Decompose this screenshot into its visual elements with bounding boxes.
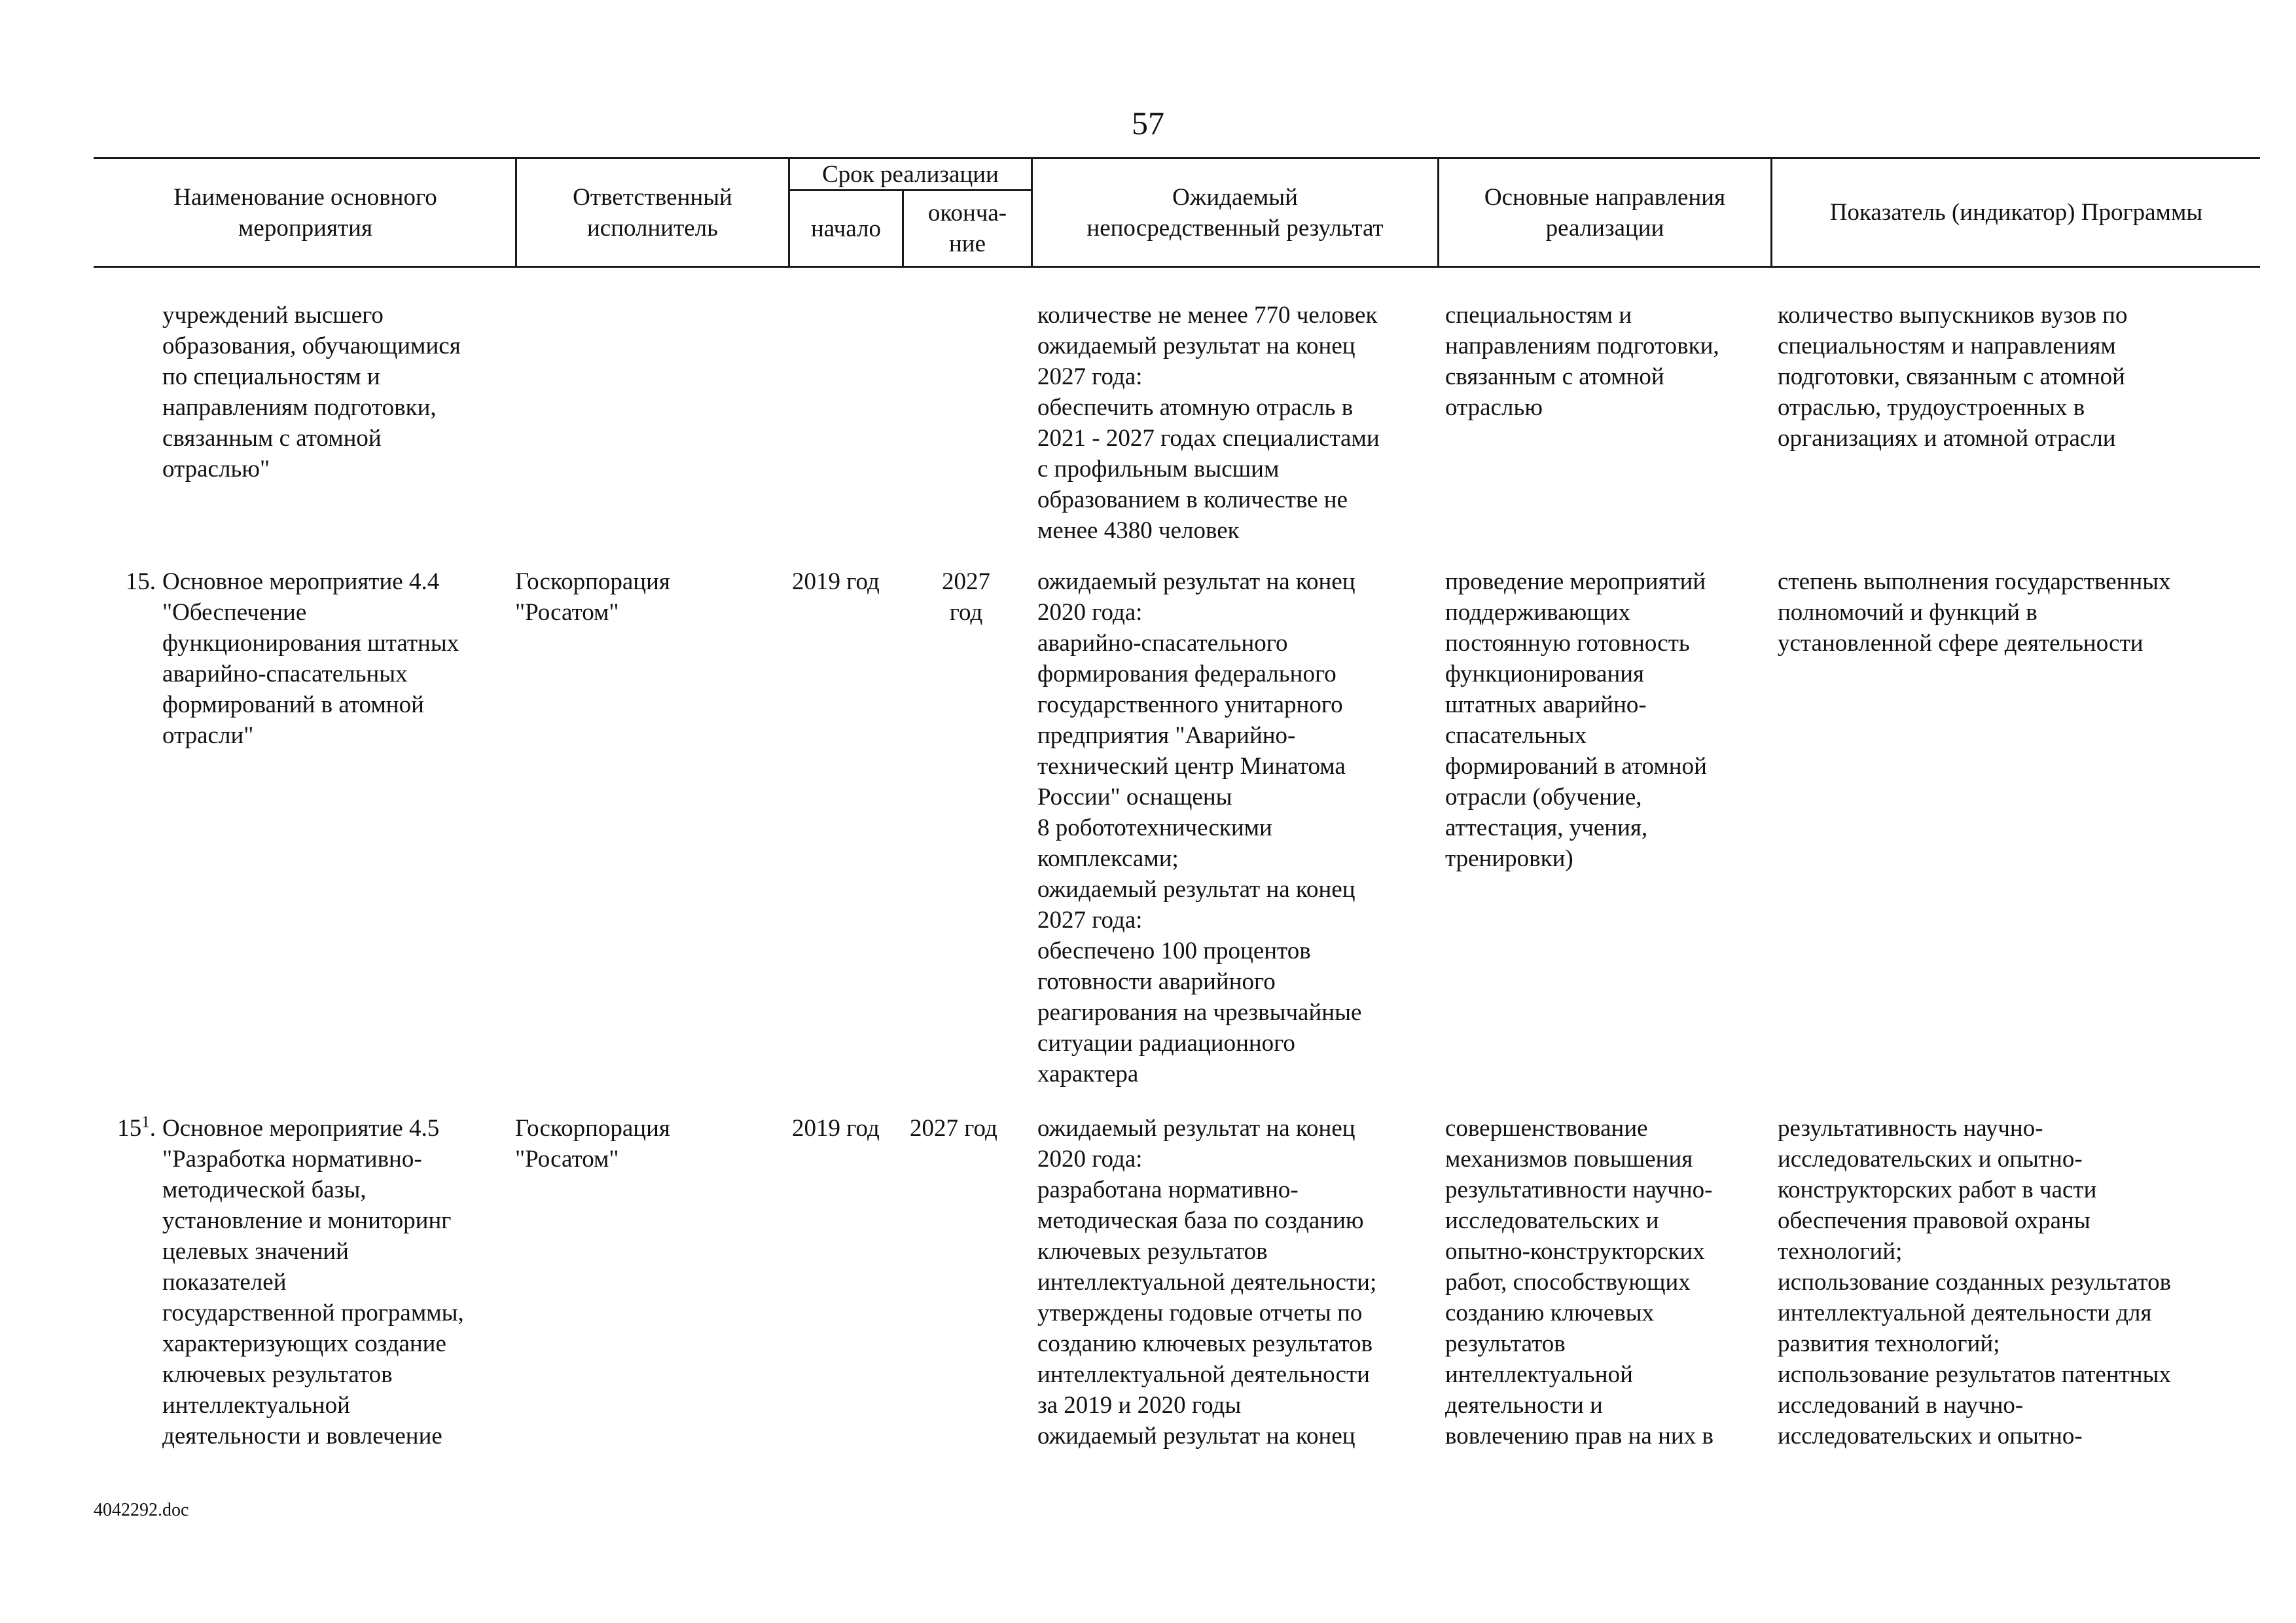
row-result: ожидаемый результат на конец 2020 года: разработана нормативно- методическая база по созданию ключевых результатов интеллектуальной деятельности; утверждены годовые отчеты по созданию ключевых результатов интеллектуальной деятельности за 2019 и 2020 годы ожидаемый результат на конец bbox=[1037, 1115, 1377, 1450]
row-number: $15^1$. bbox=[117, 1113, 156, 1142]
document-id: 4042292.doc bbox=[94, 1500, 189, 1520]
row-directions: проведение мероприятий поддерживающих постоянную готовность функционирования штатных аварийно- спасательных формирований в атомной отрасли (обучение, аттестация, учения, тренировки) bbox=[1445, 568, 1707, 872]
header-executor: Ответственный исполнитель bbox=[573, 183, 732, 242]
row-executor: Госкорпорация "Росатом" bbox=[515, 1115, 670, 1173]
row-name: учреждений высшего образования, обучающимися по специальностям и направлениям подготовки, связанным с атомной отраслью" bbox=[162, 302, 461, 483]
row-name: Основное мероприятие 4.5 "Разработка нормативно- методической базы, установление и мониторинг целевых значений показателей государственной программы, характеризующих создание ключевых результатов интеллектуальной деятельности и вовлечение bbox=[162, 1115, 464, 1450]
header-result: Ожидаемый непосредственный результат bbox=[1086, 183, 1384, 242]
row-start: 2019 год bbox=[792, 568, 880, 595]
header-start: начало bbox=[810, 215, 882, 242]
row-result: ожидаемый результат на конец 2020 года: аварийно-спасательного формирования федерального государственного унитарного предприятия "Аварийно- технический центр Минатома России" оснащены 8 робототехническими комплексами; ожидаемый результат на конец 2027 года: обеспечено 100 процентов готовности аварийного реагирования на чрезвычайные ситуации радиационного характера bbox=[1037, 568, 1362, 1087]
row-result: количестве не менее 770 человек ожидаемый результат на конец 2027 года: обеспечить атомную отрасль в 2021 - 2027 годах специалистами с профильным высшим образованием в количестве не менее 4380 человек bbox=[1037, 302, 1380, 544]
header-end: оконча- ние bbox=[927, 200, 1007, 257]
table-header-bottom-border bbox=[94, 266, 2260, 268]
row-end: 2027 год bbox=[910, 1115, 997, 1142]
header-directions: Основные направления реализации bbox=[1484, 183, 1726, 242]
header-period: Срок реализации bbox=[822, 160, 999, 188]
row-number: 15. bbox=[125, 568, 156, 595]
header-name: Наименование основного мероприятия bbox=[173, 183, 437, 242]
row-end: 2027 год bbox=[942, 568, 990, 626]
row-indicator: результативность научно- исследовательских и опытно- конструкторских работ в части обеспечения правовой охраны технологий; использование созданных результатов интеллектуальной деятельности для развития технологий; использование результатов патентных исследований в научно- исследовательских и опытно- bbox=[1778, 1115, 2172, 1450]
row-directions: специальностям и направлениям подготовки, связанным с атомной отраслью bbox=[1445, 302, 1719, 421]
row-name: Основное мероприятие 4.4 "Обеспечение функционирования штатных аварийно-спасательных формирований в атомной отрасли" bbox=[162, 568, 459, 749]
row-indicator: количество выпускников вузов по специальностям и направлениям подготовки, связанным с атомной отраслью, трудоустроенных в организациях и атомной отрасли bbox=[1778, 302, 2128, 452]
row-start: 2019 год bbox=[792, 1115, 880, 1142]
page-number: 57 bbox=[1132, 105, 1164, 141]
row-indicator: степень выполнения государственных полномочий и функций в установленной сфере деятельности bbox=[1778, 568, 2171, 657]
row-directions: совершенствование механизмов повышения результативности научно- исследовательских и опытно-конструкторских работ, способствующих созданию ключевых результатов интеллектуальной деятельности и вовлечению прав на них в bbox=[1445, 1115, 1713, 1450]
row-executor: Госкорпорация "Росатом" bbox=[515, 568, 670, 626]
header-indicator: Показатель (индикатор) Программы bbox=[1829, 199, 2203, 226]
